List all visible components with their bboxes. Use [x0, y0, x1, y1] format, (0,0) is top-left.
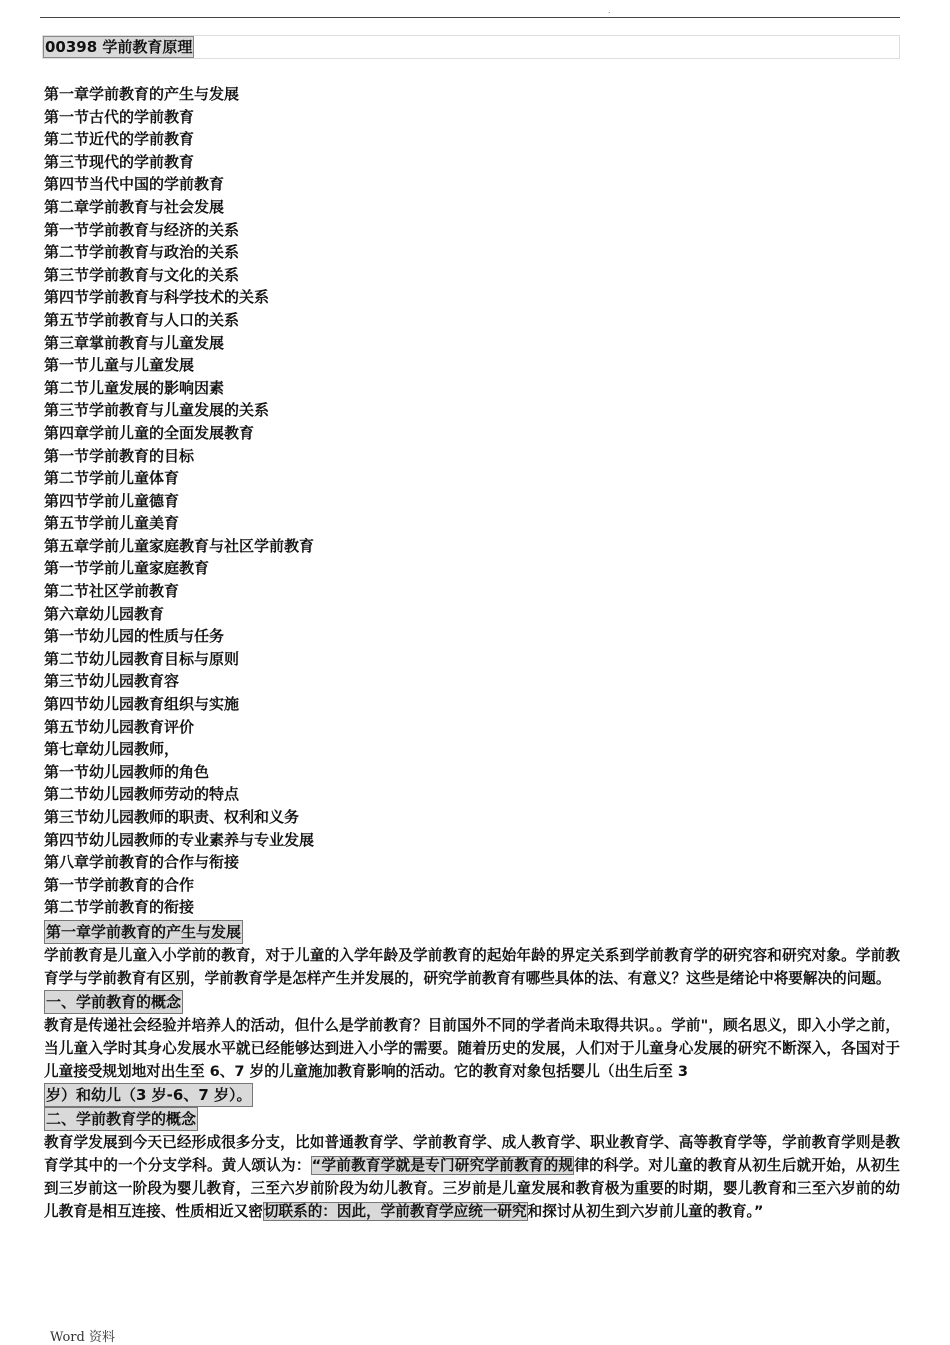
toc-item: 第三节学前教育与儿童发展的关系 [44, 401, 270, 420]
toc-item: 第三章掌前教育与儿童发展 [44, 333, 225, 352]
toc-item: 第一节幼儿园教师的角色 [44, 762, 210, 781]
toc-item: 第二节学前教育与政治的关系 [44, 243, 240, 262]
section2-paragraph [44, 1131, 900, 1223]
section1-tail: 岁）和幼儿（3 岁-6、7 岁）。 [44, 1083, 253, 1107]
table-of-contents [44, 83, 314, 919]
toc-item: 第八章学前教育的合作与衔接 [44, 853, 240, 872]
section1-paragraph: 教育是传递社会经验并培养人的活动，但什么是学前教育？目前国外不同的学者尚未取得共识。。学前"，顾名思义，即入小学之前，当儿童入学时其身心发展水平就已经能够达到进入小学的需要。随着历史的发展，人们对于儿童身心发展的研究不断深入，各国对于儿童接受规划地对出生至 6、7 岁的儿童施加教育影响的活动。它的教育对象包括婴儿（出生后至 3 [44, 1017, 900, 1080]
toc-item: 第一节儿童与儿童发展 [44, 356, 195, 375]
toc-item: 第一节学前教育的目标 [44, 446, 195, 465]
chapter-heading: 第一章学前教育的产生与发展 [44, 920, 243, 944]
toc-item: 第三节现代的学前教育 [44, 152, 195, 171]
toc-item: 第二节学前教育的衔接 [44, 898, 195, 917]
toc-item: 第一节学前教育与经济的关系 [44, 220, 240, 239]
toc-item: 第五节学前教育与人口的关系 [44, 310, 240, 329]
toc-item: 第五章学前儿童家庭教育与社区学前教育 [44, 536, 315, 555]
toc-item: 第五节幼儿园教育评价 [44, 717, 195, 736]
toc-item: 第二节社区学前教育 [44, 582, 180, 601]
toc-item: 第一节学前教育的合作 [44, 875, 195, 894]
intro-paragraph: 学前教育是儿童入小学前的教育，对于儿童的入学年龄及学前教育的起始年龄的界定关系到学前教育学的研究容和研究对象。学前教育学与学前教育有区别，学前教育学是怎样产生并发展的，研究学前教育有哪些具体的法、有意义？这些是绪论中将要解决的问题。 [44, 947, 900, 987]
toc-item: 第三节幼儿园教育容 [44, 672, 180, 691]
toc-item: 第五节学前儿童美育 [44, 514, 180, 533]
toc-item: 第一节学前儿童家庭教育 [44, 559, 210, 578]
title-frame [42, 35, 900, 59]
toc-item: 第四节学前教育与科学技术的关系 [44, 288, 270, 307]
toc-item: 第四章学前儿童的全面发展教育 [44, 423, 255, 442]
toc-item: 第四节学前儿童德育 [44, 491, 180, 510]
footer-label: Word 资料 [50, 1330, 115, 1345]
header-rule [40, 17, 900, 18]
document-title: 00398 学前教育原理 [45, 38, 193, 56]
section2-highlight-2: 切联系的：因此，学前教育学应统一研究 [263, 1203, 527, 1220]
section2-text-2: 律的科学。对儿童的教育从初生后就开始，从初生到三岁前这一阶段为婴儿教育，三至六岁前阶段为幼儿教育。三岁前是儿童发展和教育极为重要的时期，婴儿教育和三至六岁前的幼儿教育是相互连接、性质相近又密 [44, 1157, 900, 1220]
toc-item: 第二节儿童发展的影响因素 [44, 378, 225, 397]
toc-item: 第二章学前教育与社会发展 [44, 197, 225, 216]
section2-highlight-1: “学前教育学就是专门研究学前教育的规 [311, 1157, 574, 1174]
toc-item: 第二节幼儿园教育目标与原则 [44, 649, 240, 668]
toc-item: 第一章学前教育的产生与发展 [44, 85, 240, 103]
section2-text-1: 教育学发展到今天已经形成很多分支，比如普通教育学、学前教育学、成人教育学、职业教育学、高等教育学等，学前教育学则是教育学其中的一个分支学科。黄人颂认为： [44, 1134, 900, 1174]
body-content [44, 920, 900, 1223]
section1-heading: 一、学前教育的概念 [44, 990, 183, 1014]
section2-text-3: 和探讨从初生到六岁前儿童的教育。” [527, 1203, 764, 1220]
toc-item: 第四节当代中国的学前教育 [44, 175, 225, 194]
header-dot: . [608, 6, 611, 15]
toc-item: 第七章幼儿园教师， [44, 740, 180, 759]
toc-item: 第三节幼儿园教师的职责、权利和义务 [44, 808, 300, 826]
toc-item: 第六章幼儿园教育 [44, 604, 165, 623]
toc-item: 第一节古代的学前教育 [44, 107, 195, 126]
toc-item: 第三节学前教育与文化的关系 [44, 265, 240, 284]
toc-item: 第四节幼儿园教育组织与实施 [44, 695, 240, 714]
toc-item: 第四节幼儿园教师的专业素养与专业发展 [44, 830, 315, 849]
toc-item: 第二节幼儿园教师劳动的特点 [44, 785, 240, 804]
toc-item: 第二节近代的学前教育 [44, 130, 195, 149]
toc-item: 第二节学前儿童体育 [44, 469, 180, 488]
section2-heading: 二、学前教育学的概念 [44, 1107, 198, 1131]
toc-item: 第一节幼儿园的性质与任务 [44, 627, 225, 646]
